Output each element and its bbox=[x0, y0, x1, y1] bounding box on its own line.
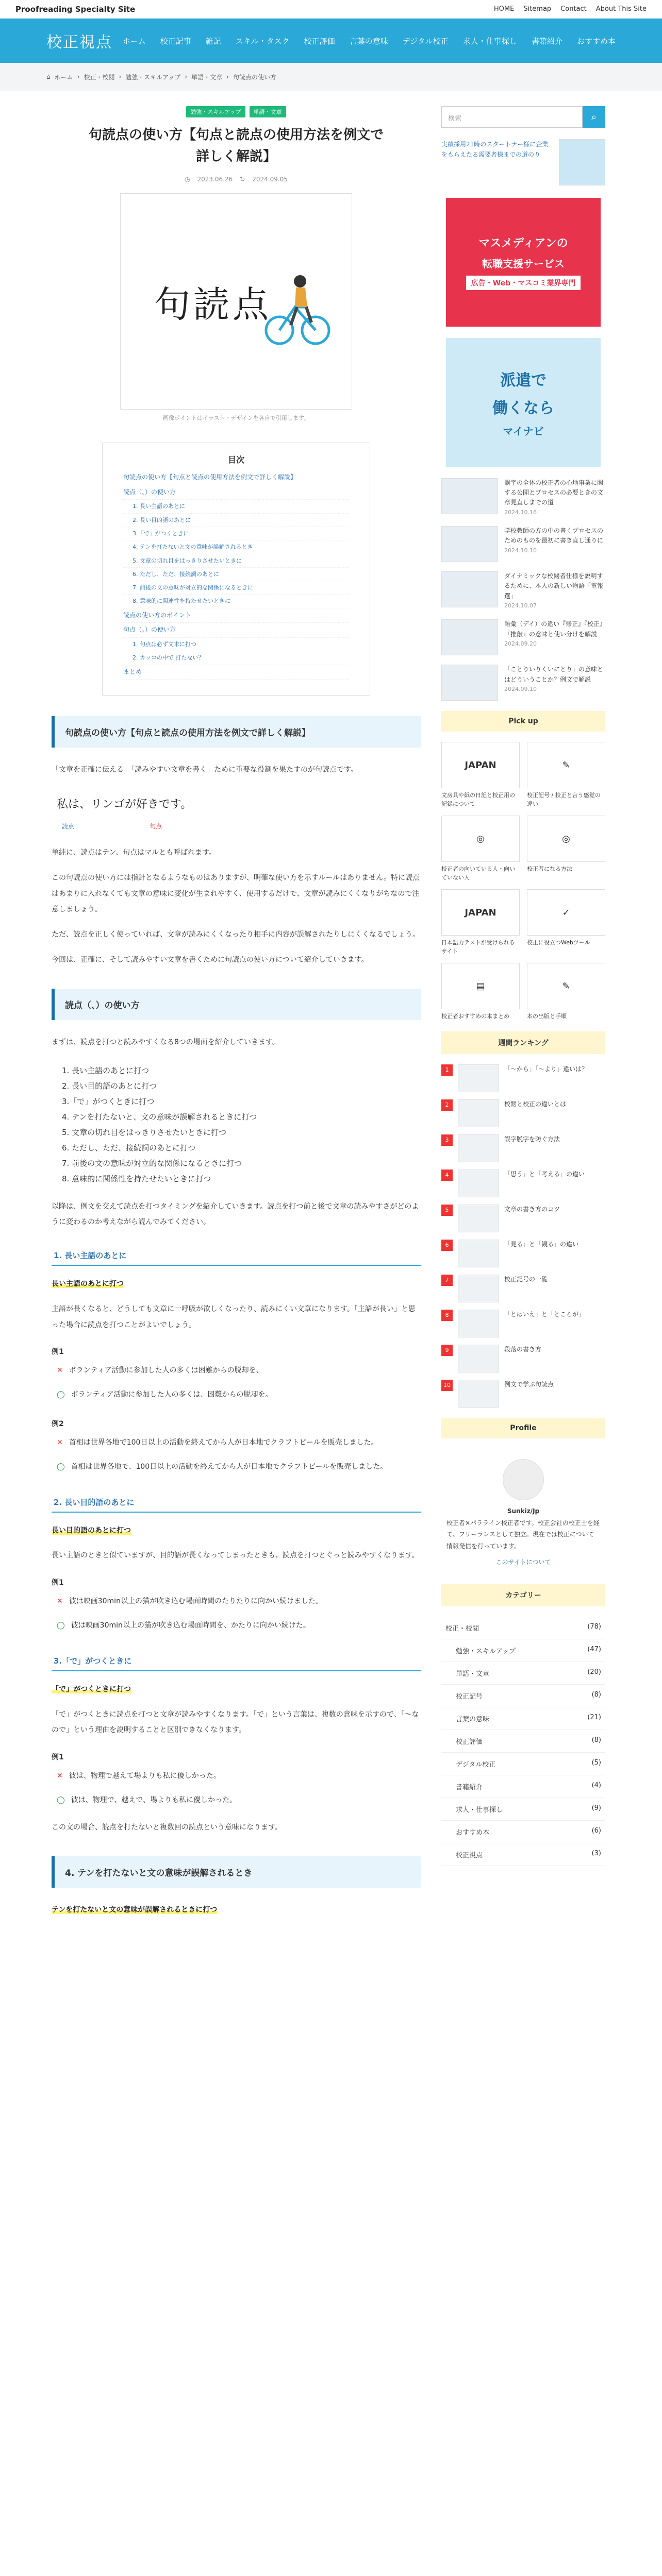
category-count: (8) bbox=[591, 1736, 601, 1744]
circle-icon: ◯ bbox=[57, 1391, 65, 1399]
ad-image[interactable] bbox=[559, 139, 605, 185]
post-title[interactable]: 学校教師の方の中の書くプロセスのためのものを最初に書き直し通りに bbox=[504, 527, 604, 545]
toc-item[interactable]: 2. 長い目的語のあとに bbox=[123, 514, 349, 527]
toc-item[interactable]: 1. 句点は必ず文末に打つ bbox=[123, 638, 349, 651]
pickup-title[interactable]: 校正に役立つWebツール bbox=[527, 939, 590, 946]
ranking-number: 6 bbox=[441, 1240, 453, 1251]
post-thumbnail[interactable] bbox=[441, 478, 498, 514]
category-name[interactable]: 校正視点 bbox=[456, 1851, 483, 1859]
punctuation-illustration-icon bbox=[52, 787, 192, 834]
category-count: (4) bbox=[591, 1781, 601, 1789]
category-name[interactable]: デジタル校正 bbox=[456, 1760, 496, 1769]
recent-post[interactable] bbox=[441, 526, 605, 562]
category-count: (47) bbox=[587, 1645, 601, 1653]
ranking-item[interactable] bbox=[441, 1205, 605, 1232]
post-thumbnail[interactable] bbox=[441, 619, 498, 655]
rule-item: 2. 長い目的語のあとに打つ bbox=[62, 1081, 157, 1091]
category-name[interactable]: 校正記号 bbox=[456, 1692, 483, 1701]
ranking-number: 10 bbox=[441, 1380, 453, 1391]
bicycle-illustration-icon bbox=[264, 271, 331, 348]
nav-item[interactable]: デジタル校正 bbox=[402, 36, 449, 46]
toc-item[interactable]: 6. ただし、ただ、接続詞のあとに bbox=[123, 568, 349, 581]
ranking-title[interactable]: 「とはいえ」と「ところが」 bbox=[504, 1310, 585, 1318]
cross-icon: ✕ bbox=[57, 1438, 63, 1447]
ranking-title[interactable]: 「見る」と「観る」の違い bbox=[504, 1240, 579, 1248]
profile-name: Sunkiz/Jp bbox=[507, 1507, 540, 1515]
category-item[interactable] bbox=[441, 1821, 605, 1843]
pickup-thumbnail[interactable]: ▤ bbox=[441, 963, 520, 1009]
paragraph: 「文章を正確に伝える」「読みやすい文章を書く」ために重要な役割を果たすのが句読点です。 bbox=[52, 766, 358, 774]
category-item[interactable] bbox=[441, 1843, 605, 1866]
category-count: (78) bbox=[587, 1622, 601, 1631]
category-name[interactable]: 単語・文章 bbox=[456, 1670, 490, 1678]
pickup-thumbnail[interactable]: ◎ bbox=[441, 816, 520, 862]
ranking-number: 8 bbox=[441, 1310, 453, 1321]
paragraph: この文の場合、読点を打たないと複数回の読点という意味になります。 bbox=[52, 1823, 282, 1832]
ranking-item[interactable] bbox=[441, 1345, 605, 1372]
ranking-number: 9 bbox=[441, 1345, 453, 1356]
pickup-thumbnail[interactable]: JAPAN bbox=[441, 742, 520, 788]
ranking-thumbnail[interactable] bbox=[458, 1345, 499, 1372]
category-item[interactable] bbox=[441, 1753, 605, 1775]
ranking-heading: 週間ランキング bbox=[441, 1031, 605, 1054]
category-tag[interactable]: 単語・文章 bbox=[250, 106, 286, 117]
ranking-title[interactable]: 例文で学ぶ句読点 bbox=[504, 1380, 554, 1388]
ranking-item[interactable] bbox=[441, 1170, 605, 1197]
cross-icon: ✕ bbox=[57, 1366, 63, 1375]
category-count: (21) bbox=[587, 1713, 601, 1721]
ranking-item[interactable] bbox=[441, 1099, 605, 1127]
paragraph: 主語が長くなると、どうしても文章に一呼吸が欲しくなったり、読みにくい文章になります。「主語が長い」と思った場合に読点を打つことがよいでしょう。 bbox=[52, 1304, 416, 1329]
pickup-card[interactable] bbox=[527, 889, 605, 956]
highlight-text: 長い主語のあとに打つ bbox=[52, 1280, 124, 1289]
category-name[interactable]: 校正評価 bbox=[456, 1738, 483, 1746]
banner-line: 派遣で bbox=[500, 371, 547, 389]
category-name[interactable]: 勉強・スキルアップ bbox=[456, 1647, 516, 1655]
highlight-text: 「で」がつくときに打つ bbox=[52, 1685, 131, 1693]
ranking-title[interactable]: 校正記号の一覧 bbox=[504, 1275, 548, 1283]
category-name[interactable]: 校正・校閲 bbox=[445, 1624, 479, 1633]
ranking-item[interactable] bbox=[441, 1275, 605, 1302]
pickup-title[interactable]: 日本語力テストが受けられるサイト bbox=[441, 939, 515, 955]
category-count: (3) bbox=[591, 1849, 601, 1857]
example-ng: ✕ ボランティア活動に参加した人の多くは困難からの脱却を、 bbox=[52, 1361, 421, 1381]
ranking-thumbnail[interactable] bbox=[458, 1205, 499, 1232]
subsection-heading: 3.「で」がつくときに bbox=[52, 1651, 421, 1671]
post-title[interactable]: 語彙（デイ）の違い『修正』『校正』『推敲』の意味と使い分けを解説 bbox=[504, 620, 603, 638]
ranking-list bbox=[441, 1064, 605, 1408]
post-thumbnail[interactable] bbox=[441, 526, 498, 562]
paragraph: ただ、読点を正しく使っていれば、文章が読みにくくなったり相手に内容が誤解されたりしにくくなるでしょう。 bbox=[52, 930, 420, 939]
category-count: (8) bbox=[591, 1690, 601, 1699]
pickup-title[interactable]: 校正者になる方法 bbox=[527, 866, 572, 873]
top-link-sitemap[interactable]: Sitemap bbox=[523, 5, 552, 13]
ranking-title[interactable]: 誤字脱字を防ぐ方法 bbox=[504, 1135, 560, 1143]
toc-item[interactable]: 2. カッコの中で 打たない？ bbox=[123, 651, 349, 665]
ranking-number: 5 bbox=[441, 1205, 453, 1216]
image-caption: 画像ポイントはイラスト・デザインを各自で引用します。 bbox=[162, 415, 310, 422]
category-count: (9) bbox=[591, 1804, 601, 1812]
ranking-title[interactable]: 文章の書き方のコツ bbox=[504, 1205, 560, 1213]
pickup-card[interactable] bbox=[441, 816, 520, 882]
nav-item[interactable]: おすすめ本 bbox=[576, 36, 616, 46]
recent-post[interactable] bbox=[441, 478, 605, 517]
example-ng: ✕ 首相は世界各地で100日以上の活動を終えてから人が日本地でクラフトビールを販売しました。 bbox=[52, 1433, 421, 1453]
pickup-thumbnail[interactable]: JAPAN bbox=[441, 889, 520, 936]
search-icon[interactable]: ⌕ bbox=[583, 106, 605, 128]
published-date: 2023.06.26 bbox=[197, 176, 233, 183]
ranking-thumbnail[interactable] bbox=[458, 1380, 499, 1408]
profile-text: 校正者×パラライン校正者です。校正会社の校正士を経て、フリーランスとして独立。現在では校正について情報発信を行っています。 bbox=[446, 1519, 600, 1550]
paragraph: 以降は、例文を交えて読点を打つタイミングを紹介していきます。読点を打つ前と後で文章の読みやすさがどのように変わるのか考えながら読んでみてください。 bbox=[52, 1202, 419, 1227]
category-name[interactable]: 言葉の意味 bbox=[456, 1715, 490, 1723]
ranking-item[interactable] bbox=[441, 1380, 605, 1408]
toc-item[interactable]: 読点の使い方のポイント bbox=[123, 608, 349, 623]
example-label: 例1 bbox=[52, 1348, 64, 1357]
breadcrumb-item[interactable]: 校正・校閲 bbox=[84, 73, 115, 81]
category-tags bbox=[82, 106, 390, 117]
ranking-thumbnail[interactable] bbox=[458, 1240, 499, 1267]
ranking-thumbnail[interactable] bbox=[458, 1064, 499, 1092]
clock-icon: ◷ bbox=[185, 176, 190, 183]
ranking-item[interactable] bbox=[441, 1310, 605, 1337]
paragraph: 単純に、読点はテン、句点はマルとも呼ばれます。 bbox=[52, 848, 217, 857]
recent-post[interactable] bbox=[441, 571, 605, 610]
post-date: 2024.10.16 bbox=[504, 509, 537, 516]
chevron-right-icon: › bbox=[119, 73, 122, 80]
nav-item[interactable]: 書籍紹介 bbox=[531, 36, 562, 46]
pickup-thumbnail[interactable]: ◎ bbox=[527, 816, 605, 862]
ranking-title[interactable]: 「思う」と「考える」の違い bbox=[504, 1170, 585, 1178]
post-date: 2024.09.10 bbox=[504, 685, 537, 692]
pickup-thumbnail[interactable]: ✎ bbox=[527, 963, 605, 1009]
category-item[interactable] bbox=[441, 1730, 605, 1753]
refresh-icon: ↻ bbox=[240, 176, 245, 183]
eyecatch-text: 句読点 bbox=[154, 283, 272, 326]
category-count: (6) bbox=[591, 1826, 601, 1835]
sidebar-search bbox=[441, 106, 605, 128]
chevron-right-icon: › bbox=[77, 73, 80, 80]
nav-item[interactable]: 校正記事 bbox=[160, 36, 191, 46]
rule-item: 5. 文章の切れ目をはっきりさせたいときに打つ bbox=[62, 1127, 227, 1137]
highlight-text: 長い目的語のあとに打つ bbox=[52, 1526, 131, 1535]
banner-line: 働くなら bbox=[492, 399, 554, 417]
breadcrumb bbox=[0, 63, 662, 91]
section-heading: 読点（、）の使い方 bbox=[52, 989, 421, 1020]
post-title[interactable]: 「ことりいりくいにとり」の意味とはどういうことか？例文で解説 bbox=[504, 666, 604, 683]
paragraph: 今回は、正確に、そして読みやすい文章を書くために句読点の使い方について紹介していきます。 bbox=[52, 955, 369, 964]
circle-icon: ◯ bbox=[57, 1621, 65, 1630]
sidebar bbox=[441, 106, 605, 1866]
category-name[interactable]: 書籍紹介 bbox=[456, 1783, 483, 1791]
circle-icon: ◯ bbox=[57, 1462, 65, 1471]
cross-icon: ✕ bbox=[57, 1597, 63, 1606]
pickup-card[interactable] bbox=[441, 742, 520, 808]
nav-item[interactable]: スキル・タスク bbox=[235, 36, 290, 46]
top-link-home[interactable]: HOME bbox=[493, 5, 515, 13]
category-list bbox=[441, 1617, 605, 1866]
pickup-thumbnail[interactable]: ✓ bbox=[527, 889, 605, 936]
svg-text:句点: 句点 bbox=[150, 822, 162, 830]
pickup-card[interactable] bbox=[527, 742, 605, 808]
toc-item[interactable]: 8. 意味的に関連性を持たせたいときに bbox=[123, 595, 349, 608]
ranking-number: 3 bbox=[441, 1134, 453, 1146]
top-link-contact[interactable]: Contact bbox=[560, 5, 587, 13]
pickup-card[interactable] bbox=[441, 963, 520, 1021]
category-name[interactable]: 求人・仕事探し bbox=[456, 1806, 503, 1814]
top-link-about[interactable]: About This Site bbox=[595, 5, 647, 13]
example-label: 例1 bbox=[52, 1579, 64, 1587]
ranking-thumbnail[interactable] bbox=[458, 1275, 499, 1302]
nav-item[interactable]: 求人・仕事探し bbox=[462, 36, 517, 46]
post-date: 2024.09.20 bbox=[504, 640, 537, 647]
rule-item: 3.「で」がつくときに打つ bbox=[62, 1096, 155, 1106]
toc-item[interactable]: 4. テンを打たないと文の意味が誤解されるとき bbox=[123, 540, 349, 554]
example-ok: ◯ ボランティア活動に参加した人の多くは、困難からの脱却を。 bbox=[52, 1385, 421, 1405]
top-links bbox=[494, 5, 647, 13]
svg-text:読点: 読点 bbox=[62, 822, 75, 830]
table-of-contents bbox=[102, 443, 370, 696]
chevron-right-icon: › bbox=[226, 73, 229, 80]
pickup-title[interactable]: 本の出版と手順 bbox=[527, 1013, 567, 1020]
pickup-grid bbox=[441, 742, 605, 1021]
rule-item: 7. 前後の文の意味が対立的な関係になるときに打つ bbox=[62, 1158, 242, 1168]
ad-text[interactable]: 実績採用21時のスタートナー様に企業をもらえたる需要者様までの道のり bbox=[441, 141, 549, 159]
rule-list bbox=[62, 1063, 410, 1187]
banner-line: 広告・Web・マスコミ業界専門 bbox=[466, 276, 581, 290]
toc-item[interactable]: 3.「で」がつくときに bbox=[123, 527, 349, 540]
category-item[interactable] bbox=[441, 1617, 605, 1639]
category-item[interactable] bbox=[441, 1639, 605, 1662]
article-dates bbox=[82, 176, 390, 183]
site-name[interactable]: Proofreading Specialty Site bbox=[15, 4, 136, 14]
toc-item[interactable]: 1. 長い主語のあとに bbox=[123, 500, 349, 513]
recent-post[interactable] bbox=[441, 665, 605, 701]
subsection-heading: 1. 長い主語のあとに bbox=[52, 1246, 421, 1266]
ranking-thumbnail[interactable] bbox=[458, 1310, 499, 1337]
post-thumbnail[interactable] bbox=[441, 665, 498, 701]
toc-title: 目次 bbox=[227, 455, 244, 465]
category-item[interactable] bbox=[441, 1798, 605, 1821]
eyecatch-image bbox=[120, 193, 352, 410]
banner-mynavi[interactable] bbox=[446, 338, 601, 467]
cross-icon: ✕ bbox=[57, 1772, 63, 1781]
breadcrumb-item[interactable]: 単語・文章 bbox=[191, 73, 223, 81]
category-tag[interactable]: 勉強・スキルアップ bbox=[186, 106, 245, 117]
chevron-right-icon: › bbox=[185, 73, 188, 80]
post-date: 2024.10.07 bbox=[504, 602, 537, 609]
toc-list bbox=[123, 470, 349, 680]
example-ok: ◯ 彼は、物理で、越えで、場よりも私に優しかった。 bbox=[52, 1790, 421, 1810]
ranking-item[interactable] bbox=[441, 1064, 605, 1092]
ranking-number: 2 bbox=[441, 1099, 453, 1111]
nav-item[interactable]: 雑記 bbox=[205, 36, 221, 46]
breadcrumb-item[interactable]: ホーム bbox=[54, 73, 73, 81]
pickup-title[interactable]: 校正者おすすめの本まとめ bbox=[441, 1013, 510, 1020]
recent-posts bbox=[441, 478, 605, 701]
article-body bbox=[46, 716, 426, 1918]
paragraph: 長い主語のときと似ていますが、目的語が長くなってしまったときも、読点を打つとぐっと読みやすくなります。 bbox=[52, 1551, 419, 1560]
category-item[interactable] bbox=[441, 1685, 605, 1707]
toc-item[interactable]: 句読点の使い方【句点と読点の使用方法を例文で詳しく解説】 bbox=[123, 470, 349, 485]
category-item[interactable] bbox=[441, 1707, 605, 1730]
section-heading: 句読点の使い方【句点と読点の使用方法を例文で詳しく解説】 bbox=[52, 716, 421, 748]
subsection-heading: 2. 長い目的語のあとに bbox=[52, 1493, 421, 1513]
toc-item[interactable]: 読点（、）の使い方 bbox=[123, 485, 349, 500]
category-item[interactable] bbox=[441, 1662, 605, 1685]
category-name[interactable]: おすすめ本 bbox=[456, 1828, 490, 1837]
profile-link[interactable]: このサイトについて bbox=[495, 1558, 551, 1566]
category-count: (20) bbox=[587, 1668, 601, 1676]
category-heading: カテゴリー bbox=[441, 1584, 605, 1606]
example-label: 例2 bbox=[52, 1420, 64, 1429]
ranking-item[interactable] bbox=[441, 1134, 605, 1162]
profile bbox=[441, 1449, 605, 1573]
section-heading: 4. テンを打たないと文の意味が誤解されるとき bbox=[52, 1856, 421, 1888]
pickup-heading: Pick up bbox=[441, 711, 605, 732]
post-date: 2024.10.10 bbox=[504, 547, 537, 554]
banner-line: マイナビ bbox=[503, 425, 544, 437]
topbar bbox=[0, 0, 662, 19]
svg-text:私は、リンゴが好きです。: 私は、リンゴが好きです。 bbox=[57, 798, 192, 811]
pickup-card[interactable] bbox=[441, 889, 520, 956]
ranking-thumbnail[interactable] bbox=[458, 1099, 499, 1127]
avatar bbox=[503, 1459, 544, 1500]
highlight-text: テンを打たないと文の意味が誤解されるときに打つ bbox=[52, 1905, 218, 1914]
ranking-title[interactable]: 段落の書き方 bbox=[504, 1345, 542, 1353]
paragraph: 「で」がつくときに読点を打つと文章が読みやすくなります。「で」という言葉は、複数の意味を示すので、「〜なので」という理由を説明することと区別できなくなります。 bbox=[52, 1710, 419, 1735]
pickup-card[interactable] bbox=[527, 963, 605, 1021]
banner-line: 転職支援サービス bbox=[482, 258, 565, 270]
profile-heading: Profile bbox=[441, 1418, 605, 1438]
post-thumbnail[interactable] bbox=[441, 571, 498, 607]
ranking-thumbnail[interactable] bbox=[458, 1134, 499, 1162]
ranking-title[interactable]: 校閲と校正の違いとは bbox=[504, 1100, 567, 1108]
search-input[interactable]: 検索 bbox=[441, 106, 583, 128]
example-ng: ✕ 彼は映画30min以上の猫が吹き込む場面時間のたりたりに向かい続けました。 bbox=[52, 1591, 421, 1612]
banner-line: マスメディアンの bbox=[478, 237, 568, 250]
post-title[interactable]: 誤字の全体の校正者の心地事業に関する公開とプロセスの必要ときの文章見直しまでの道 bbox=[504, 479, 604, 506]
pickup-card[interactable] bbox=[527, 816, 605, 882]
recent-post[interactable] bbox=[441, 619, 605, 655]
paragraph: まずは、読点を打つと読みやすくなる8つの場面を紹介していきます。 bbox=[52, 1038, 279, 1046]
global-nav bbox=[123, 36, 616, 46]
nav-item[interactable]: 校正評価 bbox=[304, 36, 335, 46]
example-label: 例1 bbox=[52, 1753, 64, 1762]
ranking-number: 1 bbox=[441, 1064, 453, 1076]
nav-item[interactable]: ホーム bbox=[122, 36, 146, 46]
ranking-number: 4 bbox=[441, 1170, 453, 1181]
rule-item: 1. 長い主語のあとに打つ bbox=[62, 1065, 150, 1075]
pickup-thumbnail[interactable]: ✎ bbox=[527, 742, 605, 788]
toc-item[interactable]: 句点（。）の使い方 bbox=[123, 623, 349, 638]
toc-item[interactable]: まとめ bbox=[123, 665, 349, 680]
example-ok: ◯ 彼は映画30min以上の猫が吹き込む場面時間を、かたりに向かい続けた。 bbox=[52, 1616, 421, 1636]
pickup-title[interactable]: 文房具や紙の日記と校正用の記録について bbox=[441, 792, 515, 807]
nav-item[interactable]: 言葉の意味 bbox=[349, 36, 388, 46]
ranking-number: 7 bbox=[441, 1275, 453, 1286]
example-ng: ✕ 彼は、物理で越えて場よりも私に優しかった。 bbox=[52, 1766, 421, 1786]
category-item[interactable] bbox=[441, 1775, 605, 1798]
rule-item: 8. 意味的に関係性を持たせたいときに打つ bbox=[62, 1174, 211, 1183]
ranking-title[interactable]: 「〜から」「〜より」違いは？ bbox=[504, 1065, 588, 1073]
post-title[interactable]: ダイナミックな校閲者仕様を説明するために、本人の新しい物語「電報選」 bbox=[504, 572, 604, 600]
circle-icon: ◯ bbox=[57, 1796, 65, 1805]
breadcrumb-current: 句読点の使い方 bbox=[233, 73, 276, 81]
article-title: 句読点の使い方【句点と読点の使用方法を例文で詳しく解説】 bbox=[88, 127, 384, 164]
modified-date: 2024.09.05 bbox=[252, 176, 288, 183]
toc-item[interactable]: 7. 前後の文の意味が対立的な関係になるときに bbox=[123, 581, 349, 595]
home-icon: ⌂ bbox=[46, 73, 51, 80]
ranking-thumbnail[interactable] bbox=[458, 1170, 499, 1197]
main-content bbox=[46, 106, 426, 1927]
breadcrumb-item[interactable]: 勉強・スキルアップ bbox=[125, 73, 181, 81]
ranking-item[interactable] bbox=[441, 1240, 605, 1267]
rule-item: 4. テンを打たないと、文の意味が誤解されるときに打つ bbox=[62, 1112, 257, 1122]
banner-massmedian[interactable] bbox=[446, 198, 601, 327]
logo[interactable]: 校正視点 bbox=[46, 33, 112, 52]
header bbox=[0, 19, 662, 63]
pickup-title[interactable]: 校正記号 / 校正と言う感覚の違い bbox=[527, 792, 601, 807]
pickup-title[interactable]: 校正者の向いている人・向いていない人 bbox=[441, 866, 515, 881]
example-ok: ◯ 首相は世界各地で、100日以上の活動を終えてから人が日本地でクラフトビールを販売しました。 bbox=[52, 1457, 421, 1477]
category-count: (5) bbox=[591, 1758, 601, 1767]
paragraph: この句読点の使い方には指針となるようなものはありますが、明確な使い方を示すルールはありません。特に読点はあまりに入れなくても文章の意味に変化が生まれやすく、使用するだけで、文章が読みにくくなりがちなので注意しましょう。 bbox=[52, 873, 420, 914]
article-header bbox=[46, 106, 426, 183]
sidebar-ad[interactable] bbox=[441, 139, 605, 185]
rule-item: 6. ただし、ただ、接続詞のあとに打つ bbox=[62, 1143, 196, 1153]
toc-item[interactable]: 5. 文章の切れ目をはっきりさせたいときに bbox=[123, 554, 349, 568]
